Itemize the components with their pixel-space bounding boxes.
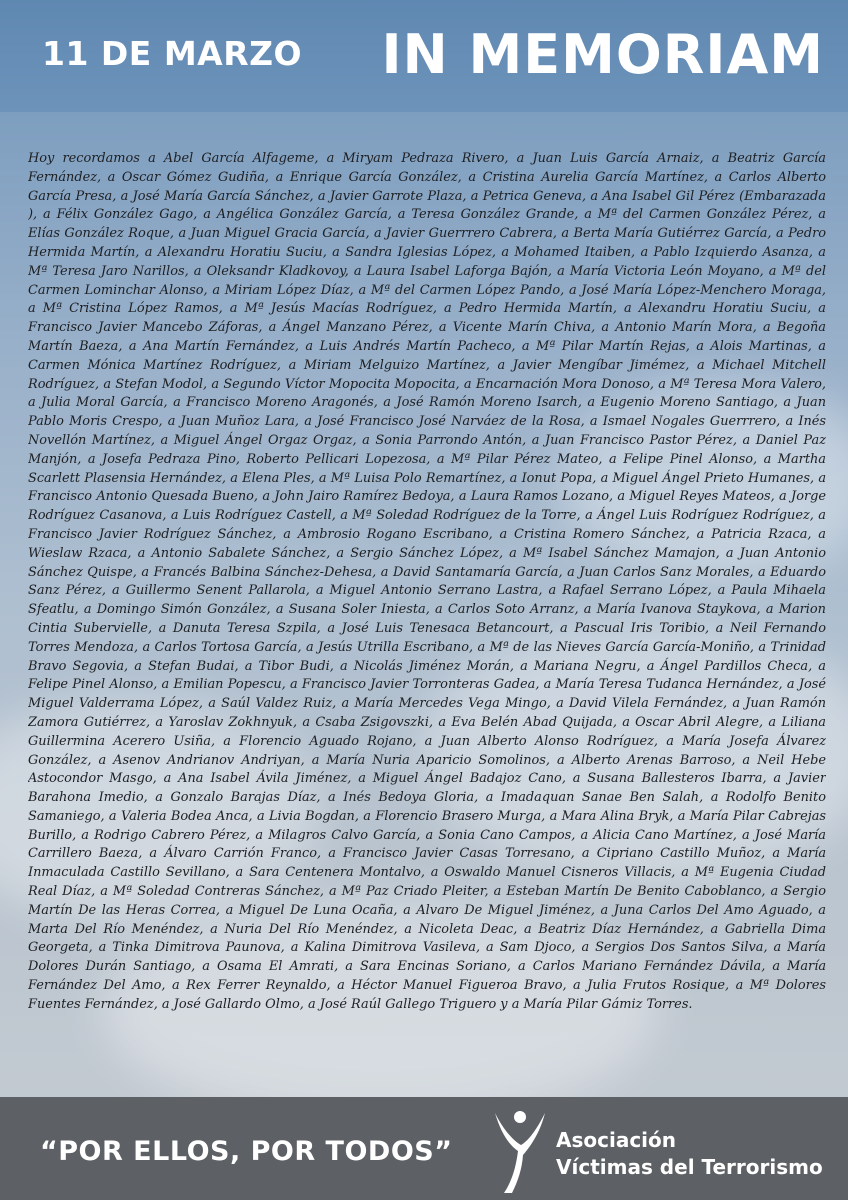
avt-figure-logo-icon bbox=[492, 1107, 548, 1195]
slogan: “POR ELLOS, POR TODOS” bbox=[40, 1136, 453, 1167]
memorial-text: Hoy recordamos a Abel García Alfageme, a Miryam Pedraza Rivero, a Juan Luis García Arnaiz, a Beatriz García Fernández, a Oscar Gómez Gudiña, a Enrique García González, a Cristina Aurelia García Martínez, a Carlos Alberto García Presa, a José María García Sánchez, a Javier Garrote Plaza, a Petrica Geneva, a Ana Isabel Gil Pérez (Embarazada ), a Félix González Gago, a Angélica González García, a Teresa González Grande, a Mª del Carmen González Pérez, a Elías González Roque, a Juan Miguel Gracia García, a Javier Guerrrero Cabrera, a Berta María Gutiérrez García, a Pedro Hermida Martín, a Alexandru Horatiu Suciu, a Sandra Iglesias López, a Mohamed Itaiben, a Pablo Izquierdo Asanza, a Mª Teresa Jaro Narillos, a Oleksandr Kladkovoy, a Laura Isabel Laforga Bajón, a María Victoria León Moyano, a Mª del Carmen Lominchar Alonso, a Miriam López Díaz, a Mª del Carmen López Pando, a José María López-Menchero Moraga, a Mª Cristina López Ramos, a Mª Jesús Macías Rodríguez, a Pedro Hermida Martín, a Alexandru Horatiu Suciu, a Francisco Javier Mancebo Záforas, a Ángel Manzano Pérez, a Vicente Marín Chiva, a Antonio Marín Mora, a Begoña Martín Baeza, a Ana Martín Fernández, a Luis Andrés Martín Pacheco, a Mª Pilar Martín Rejas, a Alois Martinas, a Carmen Mónica Martínez Rodríguez, a Miriam Melguizo Martínez, a Javier Mengíbar Jimémez, a Michael Mitchell Rodríguez, a Stefan Modol, a Segundo Víctor Mopocita Mopocita, a Encarnación Mora Donoso, a Mª Teresa Mora Valero, a Julia Moral García, a Francisco Moreno Aragonés, a José Ramón Moreno Isarch, a Eugenio Moreno Santiago, a Juan Pablo Moris Crespo, a Juan Muñoz Lara, a José Francisco José Narváez de la Rosa, a Ismael Nogales Guerrrero, a Inés Novellón Martínez, a Miguel Ángel Orgaz Orgaz, a Sonia Parrondo Antón, a Juan Francisco Pastor Pérez, a Daniel Paz Manjón, a Josefa Pedraza Pino, Roberto Pellicari Lopezosa, a Mª Pilar Pérez Mateo, a Felipe Pinel Alonso, a Martha Scarlett Plasensia Hernández, a Elena Ples, a Mª Luisa Polo Remartínez, a Ionut Popa, a Miguel Ángel Prieto Humanes, a Francisco Antonio Quesada Bueno, a John Jairo Ramírez Bedoya, a Laura Ramos Lozano, a Miguel Reyes Mateos, a Jorge Rodríguez Casanova, a Luis Rodríguez Castell, a Mª Soledad Rodríguez de la Torre, a Ángel Luis Rodríguez Rodríguez, a Francisco Javier Rodríguez Sánchez, a Ambrosio Rogano Escribano, a Cristina Romero Sánchez, a Patricia Rzaca, a Wieslaw Rzaca, a Antonio Sabalete Sánchez, a Sergio Sánchez López, a Mª Isabel Sánchez Mamajon, a Juan Antonio Sánchez Quispe, a Francés Balbina Sánchez-Dehesa, a David Santamaría García, a Juan Carlos Sanz Morales, a Eduardo Sanz Pérez, a Guillermo Senent Pallarola, a Miguel Antonio Serrano Lastra, a Rafael Serrano López, a Paula Mihaela Sfeatlu, a Domingo Simón González, a Susana Soler Iniesta, a Carlos Soto Arranz, a María Ivanova Staykova, a Marion Cintia Subervielle, a Danuta Teresa Szpila, a José Luis Tenesaca Betancourt, a Pascual Iris Toribio, a Neil Fernando Torres Mendoza, a Carlos Tortosa García, a Jesús Utrilla Escribano, a Mª de las Nieves García García-Moniño, a Trinidad Bravo Segovia, a Stefan Budai, a Tibor Budi, a Nicolás Jiménez Morán, a Mariana Negru, a Ángel Pardillos Checa, a Felipe Pinel Alonso, a Emilian Popescu, a Francisco Javier Torronteras Gadea, a María Teresa Tudanca Hernández, a José Miguel Valderrama López, a Saúl Valdez Ruiz, a María Mercedes Vega Mingo, a David Vilela Fernández, a Juan Ramón Zamora Gutiérrez, a Yaroslav Zokhnyuk, a Csaba Zsigovszki, a Eva Belén Abad Quijada, a Oscar Abril Alegre, a Liliana Guillermina Acerero Usiña, a Florencio Aguado Rojano, a Juan Alberto Alonso Rodríguez, a María Josefa Álvarez González, a Asenov Andrianov Andriyan, a María Nuria Aparicio Somolinos, a Alberto Arenas Barroso, a Neil Hebe Astocondor Masgo, a Ana Isabel Ávila Jiménez, a Miguel Ángel Badajoz Cano, a Susana Ballesteros Ibarra, a Javier Barahona Imedio, a Gonzalo Barajas Díaz, a Inés Bedoya Gloria, a Imadaquan Sanae Ben Salah, a Rodolfo Benito Samaniego, a Valeria Bodea Anca, a Livia Bogdan, a Florencio Brasero Murga, a Mara Alina Bryk, a María Pilar Cabrejas Burillo, a Rodrigo Cabrero Pérez, a Milagros Calvo García, a Sonia Cano Campos, a Alicia Cano Martínez, a José María Carrillero Baeza, a Álvaro Carrión Franco, a Francisco Javier Casas Torresano, a Cipriano Castillo Muñoz, a María Inmaculada Castillo Sevillano, a Sara Centenera Montalvo, a Oswaldo Manuel Cisneros Villacis, a Mª Eugenia Ciudad Real Díaz, a Mª Soledad Contreras Sánchez, a Mª Paz Criado Pleiter, a Esteban Martín De Benito Caboblanco, a Sergio Martín De las Heras Correa, a Miguel De Luna Ocaña, a Alvaro De Miguel Jiménez, a Juna Carlos Del Amo Aguado, a Marta Del Río Menéndez, a Nuria Del Río Menéndez, a Nicoleta Deac, a Beatriz Díaz Hernández, a Gabriella Dima Georgeta, a Tinka Dimitrova Paunova, a Kalina Dimitrova Vasileva, a Sam Djoco, a Sergios Dos Santos Silva, a María Dolores Durán Santiago, a Osama El Amrati, a Sara Encinas Soriano, a Carlos Mariano Fernández Dávila, a María Fernández Del Amo, a Rex Ferrer Reynaldo, a Héctor Manuel Figueroa Bravo, a Julia Frutos Rosique, a Mª Dolores Fuentes Fernández, a José Gallardo Olmo, a José Raúl Gallego Triguero y a María Pilar Gámiz Torres. bbox=[28, 151, 826, 1012]
organization-name bbox=[556, 1127, 823, 1181]
footer-banner bbox=[0, 1097, 848, 1200]
organization-name-line1: Asociación bbox=[556, 1128, 677, 1152]
date-heading: 11 DE MARZO bbox=[42, 34, 303, 73]
page-title: IN MEMORIAM bbox=[381, 23, 824, 86]
header-banner bbox=[0, 0, 848, 112]
organization-name-line2: Víctimas del Terrorismo bbox=[556, 1155, 823, 1179]
